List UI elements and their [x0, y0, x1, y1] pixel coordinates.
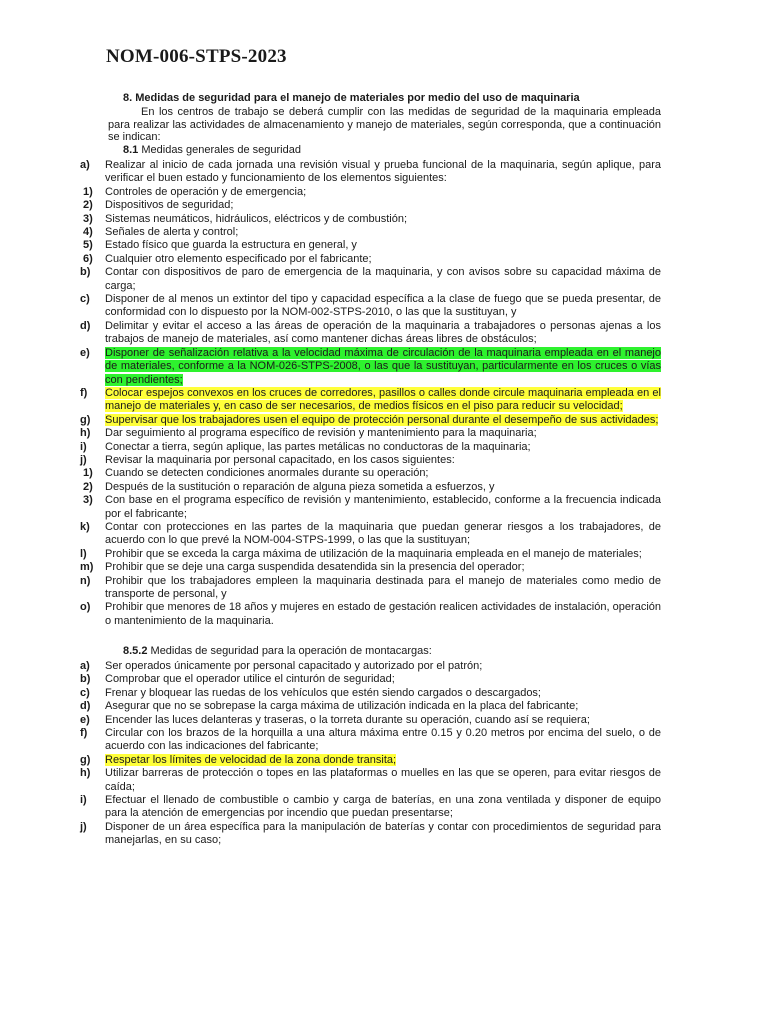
item-text: Cualquier otro elemento especificado por el fabricante;	[105, 252, 372, 265]
list-item	[0, 660, 768, 673]
item-text: Controles de operación y de emergencia;	[105, 185, 307, 198]
list-item-label: o)	[80, 601, 91, 614]
item-text: Contar con dispositivos de paro de emergencia de la maquinaria, y con avisos sobre su capacidad máxima de carga;	[105, 266, 661, 292]
list-item-text	[105, 673, 661, 686]
list-item	[0, 387, 768, 414]
item-text: Conectar a tierra, según aplique, las partes metálicas no conductoras de la maquinaria;	[105, 440, 531, 453]
item-text: Ser operados únicamente por personal capacitado y autorizado por el patrón;	[105, 660, 483, 672]
list-item-text	[105, 548, 661, 561]
subsection-8-5-2	[123, 645, 432, 658]
list-item-text	[105, 226, 661, 239]
list-item-text	[105, 454, 661, 467]
list-item-label: m)	[80, 561, 94, 574]
list-item	[0, 727, 768, 754]
list-item-text	[105, 521, 661, 548]
list-item	[0, 239, 768, 252]
item-text: Revisar la maquinaria por personal capacitado, en los casos siguientes:	[105, 453, 455, 466]
list-item	[0, 347, 768, 387]
list-item-label: e)	[80, 713, 90, 726]
list-item-label: e)	[80, 346, 90, 359]
intro-text: En los centros de trabajo se deberá cumplir con las medidas de seguridad de la maquinaria empleada para realizar las actividades de almacenamiento y manejo de materiales, según corresponda, que a continuación se indican:	[108, 106, 661, 143]
list-item-label: 3)	[83, 212, 93, 225]
list-item	[0, 266, 768, 293]
list-item-label: n)	[80, 574, 91, 587]
item-text: Disponer de un área específica para la manipulación de baterías y contar con procedimientos de seguridad para manejarlas, en su caso;	[105, 820, 661, 847]
highlighted-text: Respetar los límites de velocidad de la zona donde transita;	[105, 753, 397, 766]
list-item-label: b)	[80, 266, 91, 279]
list-item-label: l)	[80, 547, 87, 560]
item-text: Comprobar que el operador utilice el cinturón de seguridad;	[105, 673, 395, 686]
list-item	[0, 414, 768, 427]
list-item-text	[105, 601, 661, 628]
list-item	[0, 714, 768, 727]
list-item-text	[105, 199, 661, 212]
item-text: Utilizar barreras de protección o topes en las plataformas o muelles en las que se operen, para evitar riesgos de caída;	[105, 767, 661, 793]
list-item-text	[105, 481, 661, 494]
item-text: Después de la sustitución o reparación de alguna pieza sometida a esfuerzos, y	[105, 480, 495, 493]
subsection-title: Medidas de seguridad para la operación de montacargas:	[147, 645, 432, 657]
list-item-text	[105, 794, 661, 821]
list-item-label: b)	[80, 673, 91, 686]
item-text: Contar con protecciones en las partes de la maquinaria que puedan generar riesgos a los trabajadores, de acuerdo con lo que prevé la NOM-004-STPS-1999, o las que la sustituyan;	[105, 520, 661, 547]
item-text: Prohibir que los trabajadores empleen la maquinaria destinada para el manejo de materiales como medio de transporte de personal, y	[105, 574, 661, 600]
list-item-text	[105, 320, 661, 347]
list-item	[0, 481, 768, 494]
list-item-label: h)	[80, 767, 91, 780]
list-item-label: i)	[80, 794, 87, 807]
list-item-label: 2)	[83, 480, 93, 493]
item-text: Encender las luces delanteras y traseras, o la torreta durante su operación, cuando así se requiera;	[105, 713, 590, 726]
list-item	[0, 427, 768, 440]
forklift-measures-list	[0, 660, 768, 848]
list-item	[0, 186, 768, 199]
list-item	[0, 575, 768, 602]
item-text: Sistemas neumáticos, hidráulicos, eléctricos y de combustión;	[105, 212, 408, 225]
list-item-text	[105, 239, 661, 252]
list-item-text	[105, 387, 661, 414]
intro-paragraph	[108, 106, 661, 144]
list-item-text	[105, 821, 661, 848]
item-text: Estado físico que guarda la estructura en general, y	[105, 239, 357, 252]
item-text: Disponer de al menos un extintor del tipo y capacidad específica a la clase de fuego que se pueda presentar, de conformidad con lo dispuesto por la NOM-002-STPS-2010, o las que la sustituyan, y	[105, 293, 661, 319]
item-text: Señales de alerta y control;	[105, 226, 239, 239]
item-text: Asegurar que no se sobrepase la carga máxima de utilización indicada en la placa del fabricante;	[105, 700, 579, 713]
list-item-text	[105, 159, 661, 186]
list-item	[0, 199, 768, 212]
list-item-label: 3)	[83, 494, 93, 507]
general-measures-list	[0, 159, 768, 628]
list-item-label: c)	[80, 686, 90, 699]
item-text: Prohibir que se exceda la carga máxima de utilización de la maquinaria empleada en el manejo de materiales;	[105, 547, 642, 560]
list-item-label: d)	[80, 319, 91, 332]
list-item-label: 1)	[83, 185, 93, 198]
item-text: Cuando se detecten condiciones anormales durante su operación;	[105, 467, 429, 480]
highlighted-text: Colocar espejos convexos en los cruces de corredores, pasillos o calles donde circule maquinaria empleada en el manejo de materiales y, en caso de ser necesarios, de medios físicos en el piso para reducir su velocidad;	[105, 386, 661, 413]
document-title: NOM-006-STPS-2023	[106, 46, 287, 67]
list-item-text	[105, 687, 661, 700]
list-item-text	[105, 253, 661, 266]
highlighted-text: Disponer de señalización relativa a la velocidad máxima de circulación de la maquinaria empleada en el manejo de materiales, conforme a la NOM-026-STPS-2008, o las que la sustituyan, particularmente en los cruces o vías con pendientes;	[105, 346, 661, 386]
list-item-text	[105, 714, 661, 727]
list-item-label: g)	[80, 413, 91, 426]
list-item-label: f)	[80, 386, 88, 399]
item-text: Dispositivos de seguridad;	[105, 199, 234, 212]
highlighted-text: Supervisar que los trabajadores usen el equipo de protección personal durante el desempeño de sus actividades;	[105, 413, 659, 426]
list-item-text	[105, 700, 661, 713]
list-item	[0, 293, 768, 320]
list-item-text	[105, 414, 661, 427]
item-text: Prohibir que menores de 18 años y mujeres en estado de gestación realicen actividades de instalación, operación o mantenimiento de la maquinaria.	[105, 601, 661, 627]
list-item-label: j)	[80, 820, 87, 833]
list-item-label: c)	[80, 293, 90, 306]
item-text: Dar seguimiento al programa específico de revisión y mantenimiento para la maquinaria;	[105, 427, 537, 440]
list-item-text	[105, 660, 661, 673]
list-item-label: d)	[80, 700, 91, 713]
list-item-text	[105, 467, 661, 480]
subsection-8-1	[123, 144, 301, 157]
item-text: Prohibir que se deje una carga suspendida desatendida sin la presencia del operador;	[105, 561, 525, 574]
list-item	[0, 767, 768, 794]
item-text: Frenar y bloquear las ruedas de los vehículos que estén siendo cargados o descargados;	[105, 686, 541, 699]
subsection-number: 8.5.2	[123, 645, 148, 657]
list-item	[0, 700, 768, 713]
list-item	[0, 673, 768, 686]
list-item-text	[105, 347, 661, 387]
list-item-text	[105, 441, 661, 454]
list-item-text	[105, 293, 661, 320]
item-text: Delimitar y evitar el acceso a las áreas de operación de la maquinaria a trabajadores o personas ajenas a los trabajos de manejo de materiales, así como mantener dichas áreas libres de obstáculos;	[105, 319, 661, 346]
list-item	[0, 494, 768, 521]
list-item-label: a)	[80, 159, 90, 171]
list-item-text	[105, 494, 661, 521]
list-item	[0, 253, 768, 266]
list-item	[0, 320, 768, 347]
list-item-label: 4)	[83, 226, 93, 239]
list-item	[0, 226, 768, 239]
list-item	[0, 454, 768, 467]
list-item-text	[105, 561, 661, 574]
list-item-text	[105, 575, 661, 602]
list-item-text	[105, 727, 661, 754]
list-item-label: j)	[80, 453, 87, 466]
list-item-label: f)	[80, 727, 88, 740]
list-item	[0, 521, 768, 548]
list-item	[0, 467, 768, 480]
list-item-label: h)	[80, 427, 91, 440]
item-text: Circular con los brazos de la horquilla a una altura máxima entre 0.15 y 0.20 metros por encima del suelo, o de acuerdo con las indicaciones del fabricante;	[105, 727, 661, 753]
item-text: Efectuar el llenado de combustible o cambio y carga de baterías, en una zona ventilada y disponer de equipo para la atención de emergencias por incendio que puedan presentarse;	[105, 794, 661, 820]
subsection-number: 8.1	[123, 144, 139, 156]
list-item-text	[105, 186, 661, 199]
list-item-label: 2)	[83, 199, 93, 212]
list-item	[0, 561, 768, 574]
list-item-text	[105, 767, 661, 794]
subsection-title: Medidas generales de seguridad	[138, 144, 301, 156]
section-heading: 8. Medidas de seguridad para el manejo de materiales por medio del uso de maquinaria	[123, 92, 580, 104]
list-item	[0, 441, 768, 454]
list-item-label: 1)	[83, 467, 93, 480]
list-item	[0, 601, 768, 628]
list-item-label: k)	[80, 520, 90, 533]
list-item	[0, 213, 768, 226]
list-item-text	[105, 427, 661, 440]
list-item-text	[105, 213, 661, 226]
list-item	[0, 821, 768, 848]
list-item-label: 5)	[83, 239, 93, 252]
list-item-label: 6)	[83, 252, 93, 265]
list-item-text	[105, 266, 661, 293]
list-item	[0, 754, 768, 767]
list-item-label: i)	[80, 440, 87, 453]
list-item-label: g)	[80, 753, 91, 766]
item-text: Con base en el programa específico de revisión y mantenimiento, establecido, conforme a la frecuencia indicada por el fabricante;	[105, 494, 661, 520]
list-item	[0, 687, 768, 700]
list-item-text	[105, 754, 661, 767]
list-item	[0, 548, 768, 561]
list-item-label: a)	[80, 660, 90, 672]
list-item	[0, 794, 768, 821]
item-text: Realizar al inicio de cada jornada una revisión visual y prueba funcional de la maquinaria, según aplique, para verificar el buen estado y funcionamiento de los elementos siguientes:	[105, 159, 661, 185]
list-item	[0, 159, 768, 186]
